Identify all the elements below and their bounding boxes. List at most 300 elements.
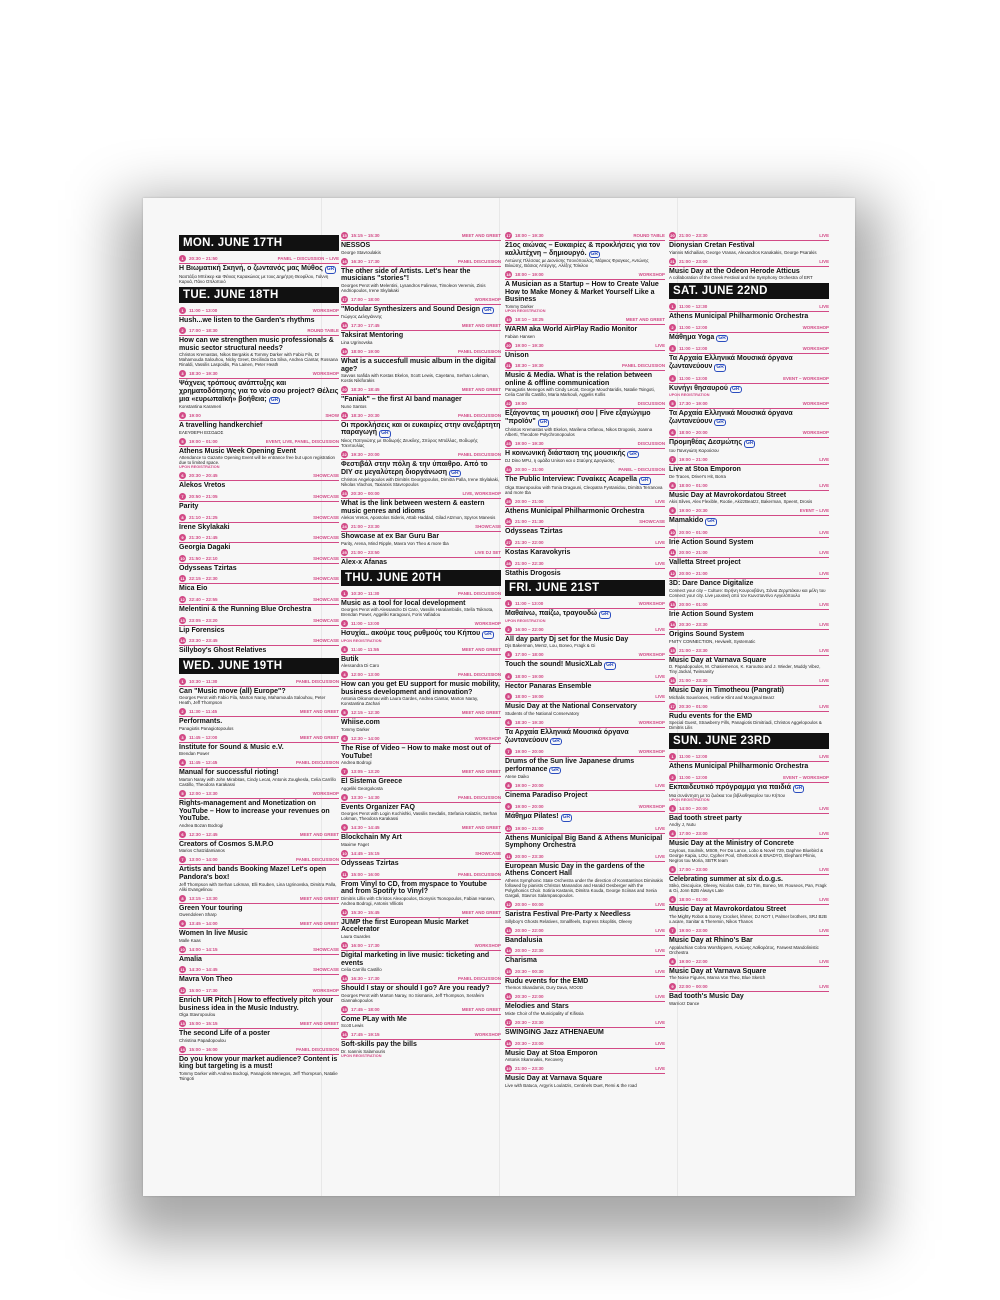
event-type: LIVE [819, 550, 829, 556]
event-meta [179, 966, 339, 975]
event-meta [179, 514, 339, 523]
schedule-event [341, 871, 501, 906]
event-time-text: 11:00 – 12:30 [679, 304, 708, 310]
event-time-text: 18:30 – 20:30 [351, 412, 380, 418]
schedule-event [179, 1020, 339, 1043]
event-title: NESSOS [341, 242, 371, 249]
event-time [341, 975, 380, 982]
event-meta [669, 375, 829, 384]
event-type: WORKSHOP [474, 943, 501, 948]
event-number-badge: 12 [342, 909, 347, 915]
event-time [179, 438, 218, 445]
schedule-event [179, 678, 339, 706]
event-title: Creators of Cosmos S.M.P.O [179, 840, 274, 848]
schedule-column-1 [179, 232, 339, 1084]
event-meta [505, 803, 665, 812]
event-title: El Sistema Greece [341, 778, 403, 786]
event-time [341, 646, 379, 653]
event-number-badge: 19 [506, 316, 511, 322]
event-participants: Antonis Skamnakis, Recovery [505, 1057, 564, 1063]
event-type: LIVE [819, 456, 829, 462]
schedule-event [179, 493, 339, 511]
event-meta [341, 451, 501, 460]
event-number-badge: 11 [342, 871, 347, 877]
event-meta [669, 232, 829, 241]
schedule-event [179, 575, 339, 593]
event-meta [341, 490, 501, 499]
event-number-badge: 23 [506, 440, 511, 446]
event-time [179, 708, 217, 715]
event-time [341, 909, 380, 916]
event-meta [505, 927, 665, 936]
event-meta [341, 709, 501, 718]
event-title: Music as a tool for local development [341, 599, 466, 607]
event-time-text: 21:00 – 23:30 [679, 678, 708, 684]
event-meta [341, 768, 501, 777]
event-title: Odysseas Tzirtas [505, 528, 563, 536]
event-time [179, 596, 218, 603]
event-type: SHOWCASE [313, 576, 339, 582]
event-number-badge: 22 [342, 451, 347, 457]
event-number-badge: 11 [180, 967, 185, 973]
event-type: WORKSHOP [802, 324, 829, 330]
schedule-event [669, 570, 829, 598]
event-time-text: 16:00 – 17:30 [351, 943, 380, 948]
event-time-text: 21:30 – 21:45 [189, 535, 218, 541]
greek-language-badge: GR [707, 518, 715, 525]
event-time-text: 22:15 – 22:30 [189, 576, 218, 582]
event-time [341, 590, 379, 597]
event-meta [669, 866, 829, 875]
event-time [341, 768, 380, 775]
event-meta [505, 342, 665, 351]
event-participants: Special Guest, Strawberry Fills, Panagiotis Dimitriadi, Christos Aggelopoulos & Dimitris Lilis [669, 720, 822, 731]
event-time [669, 345, 707, 352]
event-meta [669, 324, 829, 333]
event-participants: Celia Carrillo Castillo [341, 967, 382, 973]
event-time [341, 709, 380, 716]
event-title: The Public Interview: Γυναίκες Acapella GR [505, 476, 649, 484]
event-time-text: 20:00 – 22:30 [515, 948, 544, 954]
event-title: Προμηθέας Δεσμώτης GR [669, 439, 754, 447]
event-type: WORKSHOP [474, 621, 501, 627]
event-time-text: 20:00 – 22:00 [515, 927, 544, 933]
schedule-event [669, 507, 829, 526]
schedule-event [505, 232, 665, 268]
event-meta [669, 647, 829, 656]
schedule-event [179, 637, 339, 655]
event-title: The Rise of Video – How to make most out of YouTube! [341, 745, 491, 760]
event-participants: Alessandra Di Caro [341, 663, 380, 669]
event-number-badge: 6 [669, 896, 676, 903]
schedule-event [669, 258, 829, 281]
greek-language-badge: GR [326, 266, 335, 272]
event-type: MEET AND GREET [461, 909, 501, 915]
event-type: LIVE [819, 678, 829, 684]
event-number-badge: 9 [505, 803, 512, 810]
event-time-text: 18:00 – 19:00 [515, 673, 544, 679]
event-title: Η κοινωνική διάσταση της μουσικής GR [505, 449, 637, 457]
event-meta [341, 1006, 501, 1015]
event-time-text: 18:00 – 01:00 [679, 897, 708, 903]
event-time-text: 15:00 – 16:00 [189, 1046, 218, 1052]
event-type: MEET AND GREET [299, 921, 339, 927]
event-time-text: 19:00 – 19:30 [515, 342, 544, 348]
event-type: WORKSHOP [474, 736, 501, 742]
event-meta [179, 370, 339, 379]
event-meta [341, 824, 501, 833]
event-time-text: 15:30 – 15:45 [351, 909, 380, 915]
event-type: EVENT – LIVE [799, 508, 829, 514]
schedule-event [179, 534, 339, 552]
event-meta [179, 327, 339, 336]
event-time-text: 23:30 – 23:45 [189, 638, 218, 644]
event-meta [669, 805, 829, 814]
event-title: Women In live Music [179, 930, 248, 938]
event-time-text: 22:40 – 22:55 [189, 596, 218, 602]
event-time-text: 10:30 – 11:30 [189, 678, 218, 684]
greek-language-badge: GR [601, 611, 609, 618]
event-participants: Αντώνης Πλέσσας με Διονύσης Τσονόπουλος, Μάρκος Φραγκος, Αντώνης Βιλιώτης, Βάσιας Απέργης, Αλέξης Τσίκλου [505, 258, 649, 269]
event-meta [341, 942, 501, 951]
event-title: From Vinyl to CD, from myspace to Youtube and from Spotify to Vinyl? [341, 880, 487, 896]
event-meta [669, 927, 829, 936]
event-title: Alex-x Afanas [341, 558, 388, 566]
event-type: LIVE [819, 928, 829, 934]
event-time [669, 232, 708, 239]
event-time-text: 17:30 – 19:00 [679, 401, 708, 407]
event-meta [179, 637, 339, 646]
schedule-event [505, 1040, 665, 1063]
event-type: LIVE [655, 948, 665, 954]
event-time [179, 472, 218, 479]
event-meta [179, 678, 339, 687]
registration-note: UPON REGISTRATION [341, 638, 382, 643]
event-participants: A collaboration of the Greek Festival and the Symphony Orchestra of ERT [669, 275, 813, 281]
event-title: Live at Stoa Emporon [669, 465, 741, 473]
event-time [341, 871, 380, 878]
event-participants: Marton Naray with John Mirabitas, Cindy Lecat, Antonis Zougkesla, Celia Carrillo Castillo, Theodora Karakassi [179, 777, 336, 788]
event-participants: Aggeliki Georgokosta [341, 785, 383, 791]
event-title: Music Day at the National Conservatory [505, 703, 637, 711]
schedule-event [505, 1065, 665, 1088]
event-title: Whiise.com [341, 719, 380, 727]
event-time-text: 17:00 – 18:00 [351, 296, 380, 302]
event-participants: Scott Lewis [341, 1023, 364, 1029]
event-participants: The Noise Figures, Marva Von Theo, Blue Sketch [669, 975, 766, 981]
event-number-badge: 9 [669, 983, 676, 990]
event-meta [669, 549, 829, 558]
schedule-event [669, 621, 829, 644]
event-meta [179, 831, 339, 840]
event-number-badge: 11 [670, 550, 675, 556]
event-number-badge: 19 [506, 1066, 511, 1072]
event-type: PANEL DISCUSSION [621, 363, 665, 369]
event-time [341, 232, 380, 239]
event-participants: Alekos Vretos, Apostolos Sideris, Attab Haddad, Gilad Atzmon, Spyros Manesis [341, 515, 496, 521]
schedule-event [505, 316, 665, 339]
event-number-badge: 13 [180, 617, 185, 623]
schedule-event [505, 693, 665, 716]
event-time [669, 303, 707, 310]
event-number-badge: 8 [669, 958, 676, 965]
event-type: DISCUSSION [637, 401, 665, 407]
event-time-text: 18:30 – 19:30 [189, 371, 218, 377]
event-time [669, 896, 708, 903]
event-title: Irene Skylakaki [179, 523, 230, 531]
greek-language-badge: GR [629, 450, 637, 457]
event-type: LIVE DJ SET [474, 549, 501, 555]
event-participants: Konstantina Karameri [179, 404, 222, 410]
event-type: LIVE [655, 1019, 665, 1025]
event-participants: George Stavroulakis [341, 249, 381, 255]
event-meta [505, 1065, 665, 1074]
schedule-event [505, 853, 665, 898]
event-time-text: 15:00 – 16:00 [351, 871, 380, 877]
event-time-text: 17:00 – 18:30 [189, 328, 218, 334]
event-meta [179, 493, 339, 502]
event-time [505, 316, 544, 323]
event-meta [341, 646, 501, 655]
event-number-badge: 9 [669, 507, 676, 514]
event-time-text: 11:00 – 13:00 [515, 601, 544, 607]
event-title: Odysseas Tzirtas [179, 564, 237, 572]
schedule-event [669, 303, 829, 321]
event-time [341, 322, 380, 329]
event-type: SHOWCASE [313, 493, 339, 499]
event-participants: Christos Kremastas, Nikos Bergakis & Tommy Darker with Fabio Fils, Dr Mahamouda Salouhou, Nicky Greet, Decilinda Da Silva, Andrea Ciantar, Rossana Rinaldi, Vassilis Laspoidis, Pia Lainen, Peter Heath [179, 352, 338, 368]
event-participants: Connect your city – Culture: Ειρήνη Κουρουβάνη, Σάνια Ζερμπάκου και μέλη του Connect your city. Live μουσική από τον Κωνσταντίνο Αγγελόπουλο [669, 587, 826, 598]
event-participants: Olga Stavropoulou [179, 1012, 216, 1018]
event-meta [505, 673, 665, 682]
event-meta [669, 303, 829, 312]
event-meta [505, 825, 665, 834]
event-time [341, 620, 379, 627]
event-number-badge: 12 [180, 988, 185, 993]
event-time [505, 651, 544, 658]
event-meta [179, 708, 339, 717]
schedule-event [341, 671, 501, 706]
event-time-text: 12:15 – 12:30 [351, 710, 380, 716]
greek-language-badge: GR [590, 250, 599, 257]
schedule-event [669, 456, 829, 479]
event-meta [669, 529, 829, 538]
event-number-badge: 5 [341, 709, 348, 716]
event-participants: Georges Perot with Marton Naray, Iro Sismanis, Jeff Thompson, Serafeim Giannakopoulos [341, 992, 484, 1003]
event-type: PANEL DISCUSSION [457, 794, 501, 800]
event-participants: Atene Daiko [505, 774, 529, 780]
event-time [341, 386, 380, 393]
event-type: MEET AND GREET [461, 233, 501, 238]
schedule-event [341, 258, 501, 293]
event-number-badge: 18 [342, 323, 347, 329]
schedule-event [179, 307, 339, 325]
event-time-text: 18:00 – 19:30 [515, 233, 544, 238]
event-participants: Djs Bakerman, Mentz, Lou, Boneo, Fragk & Gi [505, 643, 596, 649]
event-time [669, 549, 708, 556]
greek-language-badge: GR [552, 737, 560, 744]
event-type: SHOWCASE [313, 473, 339, 479]
schedule-event [505, 803, 665, 822]
event-title: Performants. [179, 718, 223, 726]
event-number-badge: 5 [669, 400, 676, 407]
event-number-badge: 1 [669, 303, 676, 310]
event-title: Do you know your market audience? Content is king but targeting is a must! [179, 1055, 338, 1071]
event-meta [341, 523, 501, 532]
event-meta [505, 993, 665, 1002]
event-type: EVENT – WORKSHOP [783, 375, 829, 381]
event-meta [669, 774, 829, 783]
event-type: PANEL DISCUSSION [295, 760, 339, 766]
event-time-text: 15:00 – 15:15 [189, 1021, 218, 1027]
event-number-badge: 5 [179, 438, 186, 445]
event-title: Athens Municipal Philharmonic Orchestra [669, 763, 809, 771]
event-time [505, 693, 544, 700]
event-title: Artists and bands Booking Maze! Let's open Pandora's box! [179, 866, 327, 882]
event-type: WORKSHOP [802, 401, 829, 407]
event-number-badge: 6 [505, 719, 512, 726]
greek-language-badge: GR [718, 334, 726, 341]
event-title: What is a succesfull music album in the digital age? [341, 357, 496, 373]
event-type: LIVE [819, 647, 829, 653]
event-type: PANEL DISCUSSION [457, 871, 501, 877]
event-title: Athens Municipal Philharmonic Orchestra [505, 507, 645, 515]
event-number-badge: 9 [179, 534, 186, 541]
event-type: LIVE [655, 994, 665, 1000]
day-header: SUN. JUNE 23RD [669, 733, 829, 749]
event-time-text: 20:50 – 21:05 [189, 493, 218, 499]
greek-language-badge: GR [745, 440, 754, 447]
event-meta [179, 617, 339, 626]
event-type: WORKSHOP [802, 430, 829, 436]
event-type: MEET AND GREET [625, 316, 665, 322]
schedule-event [505, 825, 665, 850]
event-time [179, 514, 218, 521]
event-time [341, 794, 380, 801]
event-meta [179, 856, 339, 865]
event-number-badge: 8 [505, 782, 512, 789]
event-title: Music Day in Timotheou (Pangrati) [669, 687, 784, 695]
event-type: SHOWCASE [313, 535, 339, 541]
event-type: LIVE [819, 233, 829, 238]
event-type: SHOWCASE [313, 617, 339, 623]
event-title: Amalia [179, 955, 202, 963]
event-type: MEET AND GREET [299, 895, 339, 901]
event-title: Melentini & the Running Blue Orchestra [179, 605, 312, 613]
event-participants: Appalachian Cobra Worshippers, Αντώνης Λαθαράτος, Farwest Mandolinistic Orchestra [669, 944, 819, 955]
event-time [505, 600, 543, 607]
event-type: LIVE [655, 498, 665, 504]
event-time [505, 748, 544, 755]
schedule-event [179, 327, 339, 367]
event-time-text: 19:00 – 01:00 [189, 438, 218, 444]
event-time [179, 307, 217, 314]
event-time [669, 983, 708, 990]
event-meta [505, 947, 665, 956]
event-number-badge: 1 [505, 600, 512, 607]
schedule-event [179, 734, 339, 757]
schedule-event [669, 601, 829, 619]
event-participants: Stiko, Discojuice, Oleevy, Nicolas Gale, DJ Tim, Boneo, Mr. Rouseos, Pan, Fragk & Gi, Jonn B2B Always Late [669, 883, 827, 894]
event-number-badge: 7 [669, 927, 676, 934]
event-number-badge: 5 [669, 866, 676, 873]
event-title: Rudu events for the EMD [505, 977, 589, 985]
event-time-text: 21:00 – 23:30 [351, 524, 380, 530]
event-number-badge: 7 [505, 748, 512, 755]
event-type: PANEL DISCUSSION [457, 348, 501, 354]
event-participants: Sillyboy's Ghosts Relatives, Smallfeels, Express Skoplitis, Oleevy [505, 918, 633, 924]
event-meta [341, 1031, 501, 1040]
event-time-text: 20:00 – 21:00 [679, 550, 708, 556]
event-time-text: 21:00 – 23:30 [679, 233, 708, 238]
event-type: PANEL DISCUSSION [295, 857, 339, 863]
event-type: SHOWCASE [313, 596, 339, 602]
event-meta [341, 549, 501, 558]
event-participants: Attendance to Gazarte Opening Event will be entrance free but upon registration due to limited space. [179, 455, 335, 466]
greek-language-badge: GR [641, 477, 649, 484]
event-time-text: 21:00 – 21:30 [515, 519, 544, 525]
event-time [505, 440, 544, 447]
event-time-text: 17:00 – 23:00 [679, 866, 708, 872]
event-number-badge: 3 [669, 345, 676, 352]
schedule-event [179, 555, 339, 573]
event-time-text: 11:30 – 11:45 [189, 709, 218, 715]
event-number-badge: 20 [670, 233, 675, 238]
greek-language-badge: GR [732, 385, 740, 392]
event-time [341, 942, 380, 949]
schedule-event [179, 596, 339, 614]
event-time-text: 19:00 – 19:30 [515, 440, 544, 446]
event-participants: Christina Papadopoulou [179, 1037, 226, 1043]
event-title: Touch the sound! MusicXLab GR [505, 661, 614, 669]
event-time-text: 18:00 – 19:00 [351, 348, 380, 354]
event-time [341, 348, 380, 355]
event-number-badge: 14 [180, 638, 185, 644]
event-type: LIVE [655, 968, 665, 974]
event-title: Manual for successful rioting! [179, 769, 279, 777]
event-type: PANEL DISCUSSION [295, 1046, 339, 1052]
event-time-text: 18:00 – 19:00 [515, 272, 544, 278]
event-type: LIVE [655, 539, 665, 545]
event-type: LIVE [655, 902, 665, 907]
event-meta [669, 456, 829, 465]
event-participants: Christos Kremastas with Ekelon, Marilena Orfanou, Nikos Drogosis, Joanna Alberti, Theodore Polychronopoulos [505, 426, 653, 437]
event-number-badge: 10 [670, 529, 675, 535]
event-meta [505, 1040, 665, 1049]
event-type: LIVE [819, 622, 829, 628]
event-meta [179, 946, 339, 955]
event-title: Μαθαίνω, παίζω, τραγουδώ GR [505, 610, 609, 618]
event-number-badge: 1 [179, 678, 186, 685]
event-title: Butik [341, 655, 359, 663]
event-title: Sillyboy's Ghost Relatives [179, 647, 267, 655]
greek-language-badge: GR [451, 469, 459, 476]
event-type: LIVE [819, 984, 829, 990]
event-time [669, 958, 708, 965]
event-time [505, 1019, 544, 1026]
schedule-event [179, 856, 339, 891]
event-time [669, 456, 708, 463]
event-time [505, 993, 544, 1000]
event-meta [505, 968, 665, 977]
event-time-text: 11:00 – 12:00 [679, 346, 708, 352]
event-type: LIVE [819, 529, 829, 535]
event-time-text: 19:30 – 20:00 [351, 451, 380, 457]
event-time [179, 790, 218, 797]
event-title: Events Organizer FAQ [341, 803, 415, 811]
schedule-event [341, 1006, 501, 1029]
schedule-event [341, 824, 501, 847]
